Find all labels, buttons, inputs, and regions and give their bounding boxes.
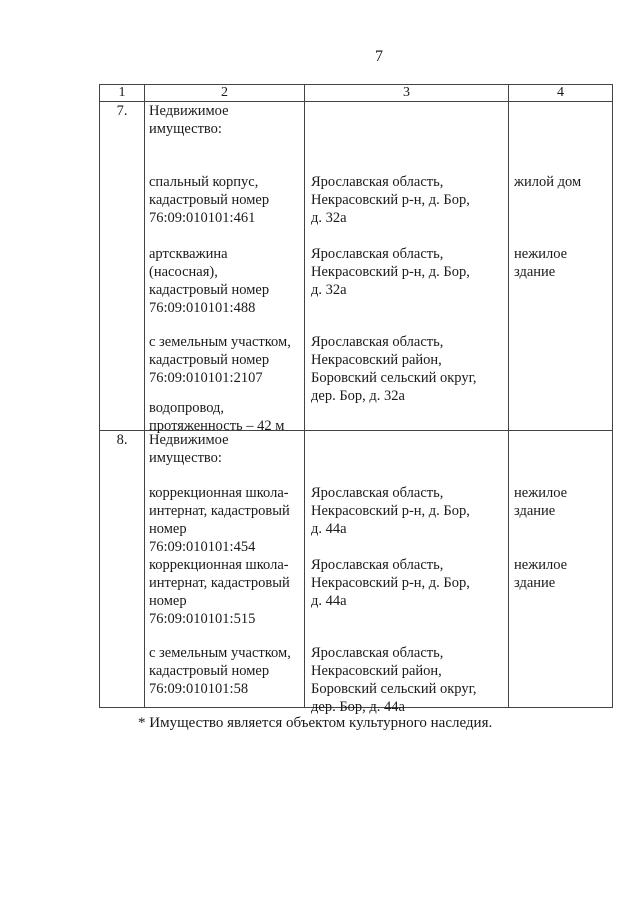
address-item: Ярославская область, Некрасовский р-н, д. Бор, д. 32а <box>311 174 470 226</box>
property-cell <box>145 102 305 434</box>
row-number: 8. <box>116 432 128 448</box>
address-item: Ярославская область, Некрасовский р-н, д. Бор, д. 44а <box>311 557 470 609</box>
purpose-item: нежилое здание <box>514 246 568 280</box>
property-item: водопровод, протяженность – 42 м <box>149 400 285 434</box>
address-item: Ярославская область, Некрасовский район, Боровский сельский округ, дер. Бор, д. 32а <box>311 334 477 404</box>
address-cell <box>305 102 509 431</box>
property-table <box>99 84 613 715</box>
property-heading: Недвижимое имущество: <box>149 103 229 137</box>
property-item: спальный корпус, кадастровый номер 76:09:010101:461 <box>149 174 270 226</box>
property-item: с земельным участком, кадастровый номер 76:09:010101:58 <box>149 645 291 697</box>
purpose-item: нежилое здание <box>514 485 568 519</box>
address-cell <box>305 431 509 715</box>
table-header-row <box>100 85 613 102</box>
footnote: * Имущество является объектом культурного наследия. <box>138 715 493 731</box>
address-item: Ярославская область, Некрасовский район, Боровский сельский округ, дер. Бор, д. 44а <box>311 645 477 715</box>
property-heading: Недвижимое имущество: <box>149 432 229 466</box>
table-row <box>100 102 613 431</box>
row-number-cell <box>100 431 145 708</box>
property-cell <box>145 431 305 708</box>
page-number: 7 <box>375 48 383 65</box>
property-item: артскважина (насосная), кадастровый номер 76:09:010101:488 <box>149 246 270 316</box>
row-number-cell <box>100 102 145 431</box>
address-item: Ярославская область, Некрасовский р-н, д. Бор, д. 32а <box>311 246 470 298</box>
purpose-item: жилой дом <box>514 174 582 190</box>
table-row <box>100 431 613 708</box>
address-item: Ярославская область, Некрасовский р-н, д. Бор, д. 44а <box>311 485 470 537</box>
row-number: 7. <box>116 103 128 119</box>
property-item: коррекционная школа- интернат, кадастровый номер 76:09:010101:515 <box>149 557 290 627</box>
purpose-cell <box>509 431 613 708</box>
purpose-cell <box>509 102 613 431</box>
header-col-2: 2 <box>145 85 305 102</box>
purpose-item: нежилое здание <box>514 557 568 591</box>
property-item: коррекционная школа- интернат, кадастровый номер 76:09:010101:454 <box>149 485 290 555</box>
header-col-4: 4 <box>509 85 613 102</box>
header-col-3: 3 <box>305 85 509 102</box>
property-item: с земельным участком, кадастровый номер 76:09:010101:2107 <box>149 334 291 386</box>
header-col-1: 1 <box>100 85 145 102</box>
